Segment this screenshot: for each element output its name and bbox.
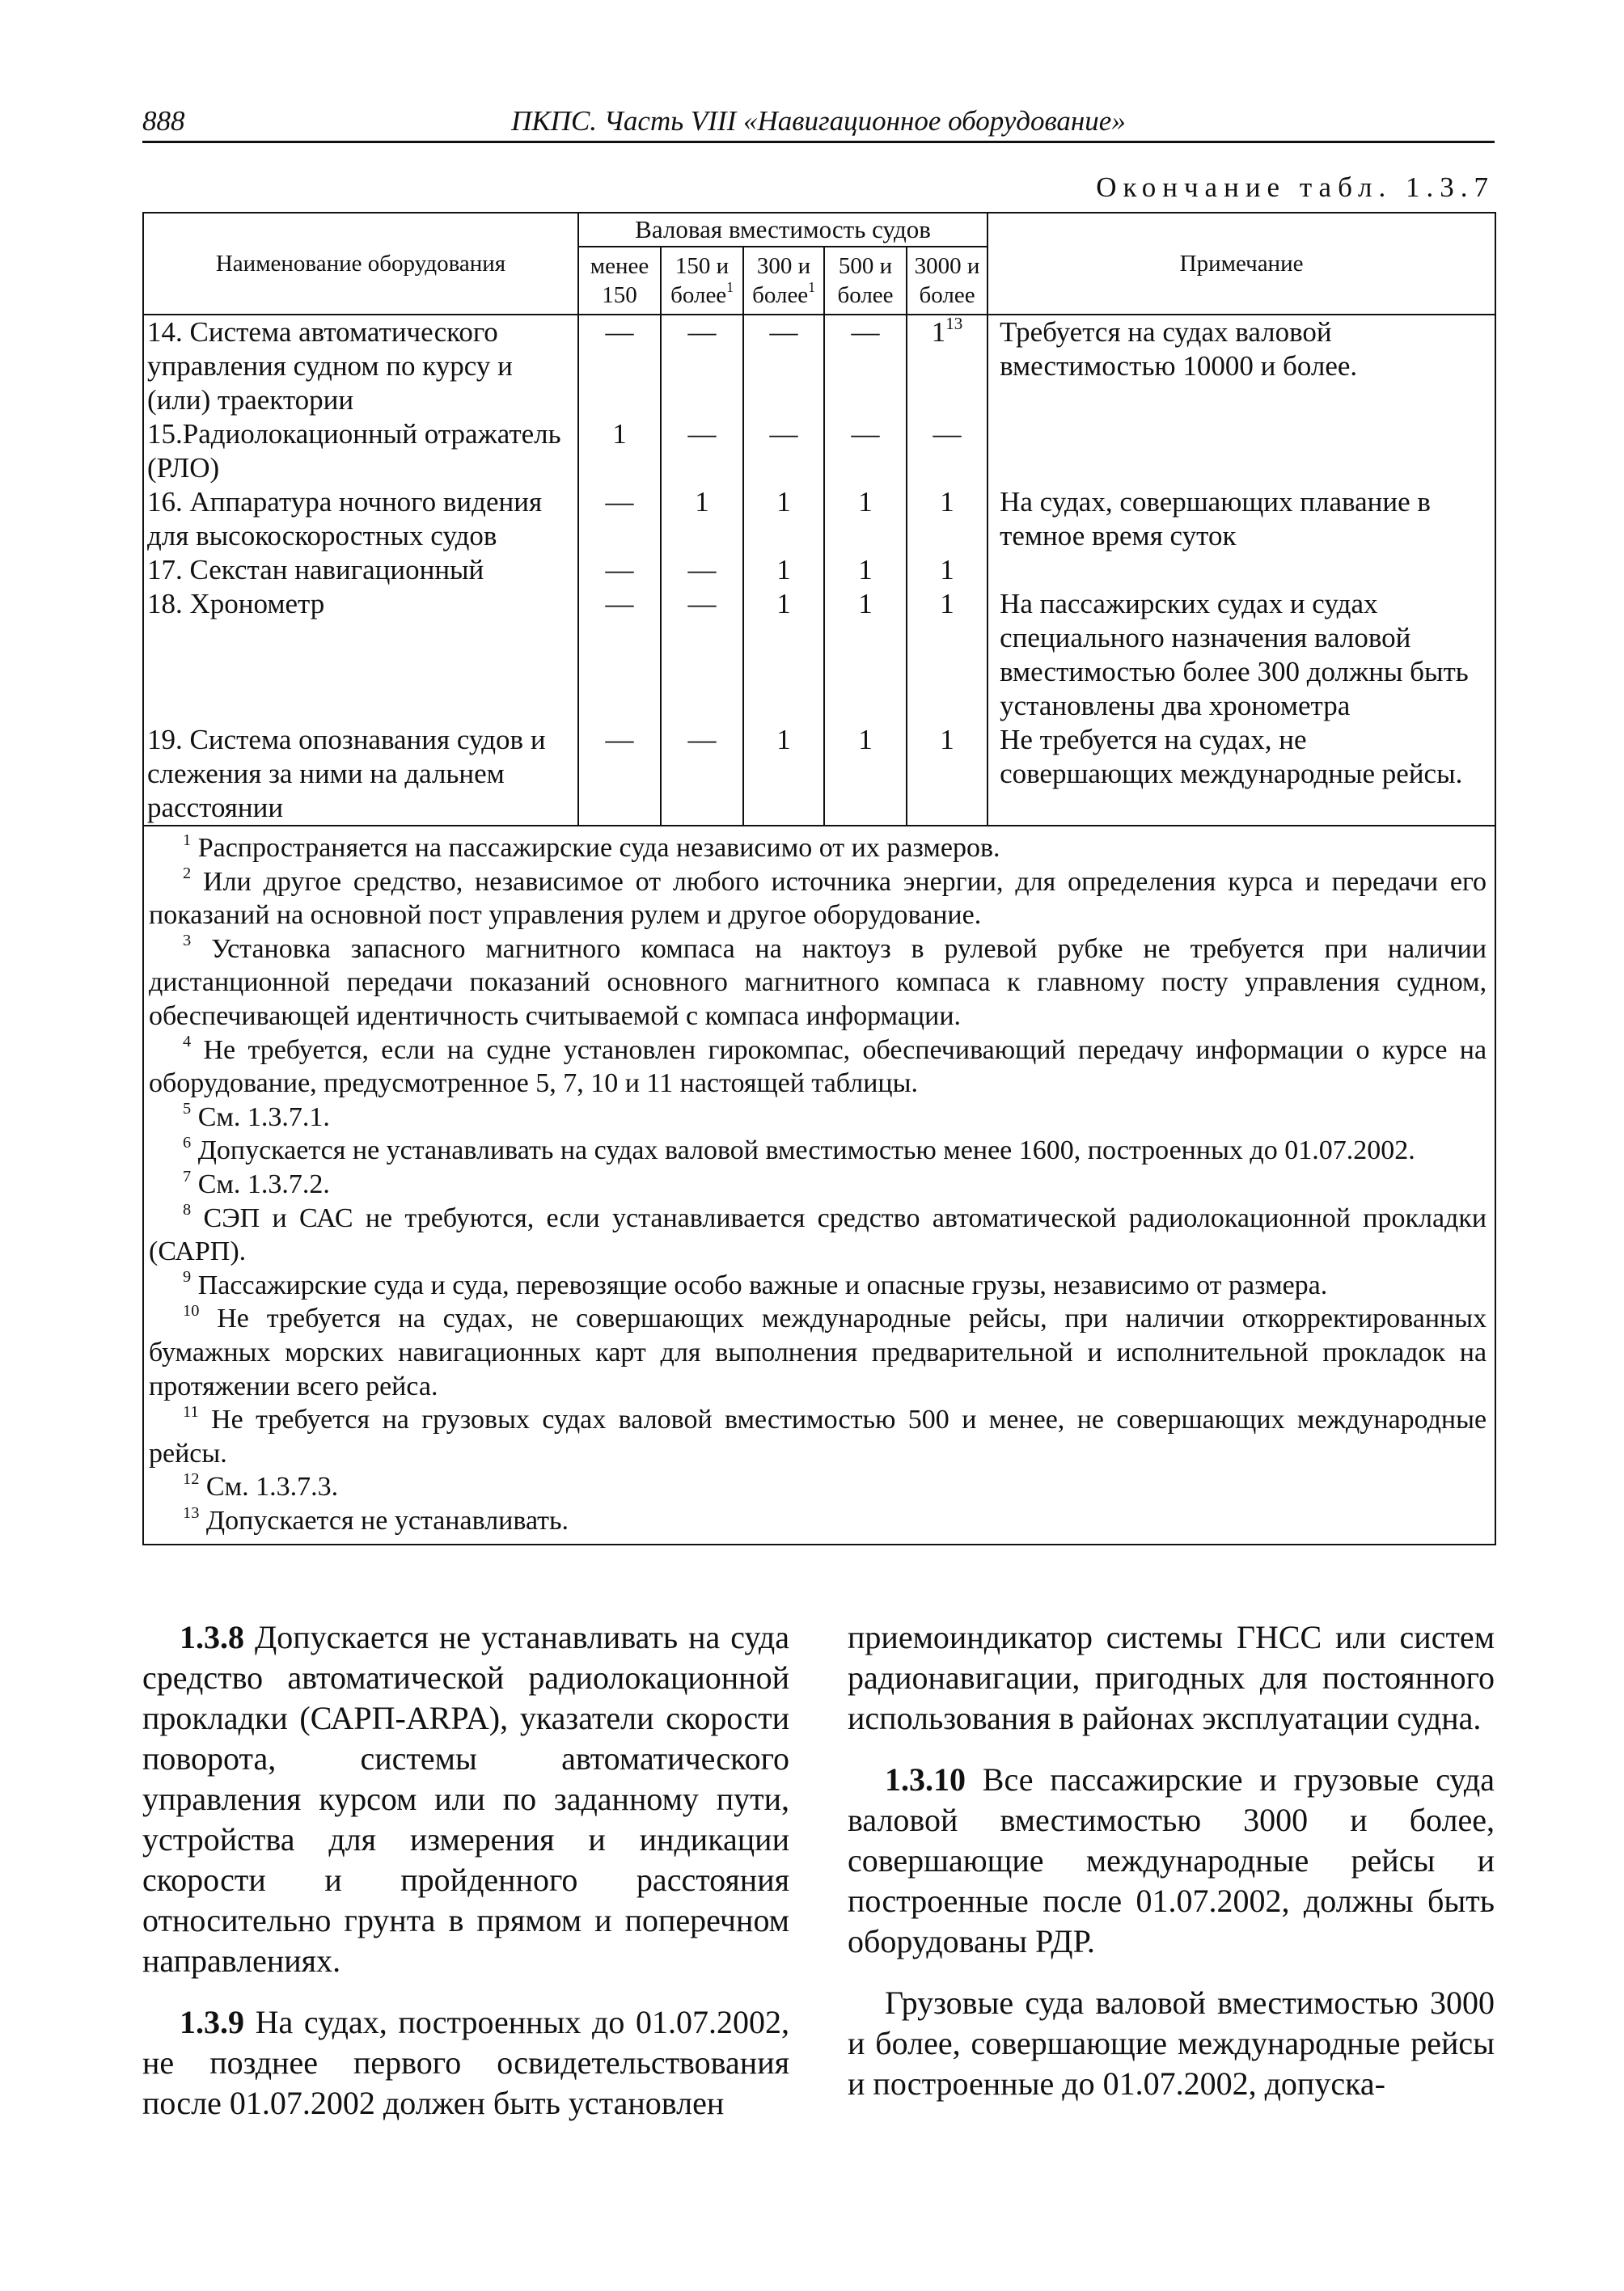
row-value: 1: [743, 485, 824, 553]
row-value: 1: [824, 553, 907, 587]
running-title: ПКПС. Часть VIII «Навигационное оборудование»: [511, 105, 1126, 137]
row-note: Не требуется на судах, не совершающих международные рейсы.: [988, 723, 1495, 826]
row-value: —: [661, 417, 743, 485]
row-note: На пассажирских судах и судах специального назначения валовой вместимостью более 300 должны быть установлены два хронометра: [988, 587, 1495, 723]
table-row: [143, 723, 1495, 826]
table-footnotes: [143, 826, 1495, 1545]
row-name: 15.Радиолокационный отражатель (РЛО): [143, 417, 578, 485]
footnote: $^5$ См. 1.3.7.1.: [183, 1100, 330, 1132]
table-row: [143, 553, 1495, 587]
column-header-note: Примечание: [988, 213, 1495, 315]
row-value: $1^{13}$: [907, 315, 988, 417]
body-column-left: [142, 1617, 789, 2145]
paragraph-1-3-9-continued: приемоиндикатор системы ГНСС или систем радионавигации, пригодных для постоянного использования в районах эксплуатации судна.: [848, 1619, 1495, 1736]
row-value: 1: [907, 723, 988, 826]
grt-col-header: 500 и более: [824, 247, 907, 315]
footnote: $^2$ Или другое средство, независимое от любого источника энергии, для определения курса и передачи его показаний на основной пост управления рулем и другое оборудование.: [149, 864, 1487, 931]
row-value: 1: [743, 723, 824, 826]
row-value: 1: [824, 587, 907, 723]
footnote: $^3$ Установка запасного магнитного компаса на нактоуз в рулевой рубке не требуется при наличии дистанционной передачи показаний основного магнитного компаса к главному посту управления судном, обеспечивающей идентичность считываемой с компаса информации.: [149, 932, 1487, 1031]
grt-col-header: менее 150: [578, 247, 661, 315]
table-row: [143, 315, 1495, 417]
body-column-right: [848, 1617, 1495, 2125]
footnote: $^4$ Не требуется, если на судне установлен гирокомпас, обеспечивающий передачу информации о курсе на оборудование, предусмотренное 5, 7, 10 и 11 настоящей таблицы.: [149, 1033, 1487, 1099]
footnote: $^7$ См. 1.3.7.2.: [183, 1167, 330, 1199]
paragraph-1-3-8: 1.3.8 Допускается не устанавливать на суда средство автоматической радиолокационной прокладки (САРП-ARPA), указатели скорости поворота, системы автоматического управления курсом или по заданному пути, устройства для измерения и индикации скорости и пройденного расстояния относительно грунта в прямом и поперечном направлениях.: [142, 1619, 790, 1979]
footnote: $^{13}$ Допускается не устанавливать.: [183, 1503, 569, 1536]
row-value: 1: [824, 723, 907, 826]
row-value: —: [661, 553, 743, 587]
row-value: —: [743, 417, 824, 485]
paragraph-1-3-10: 1.3.10 Все пассажирские и грузовые суда валовой вместимостью 3000 и более, совершающие международные рейсы и построенные после 01.07.2002, должны быть оборудованы РДР.: [848, 1761, 1495, 1959]
footnote: $^{11}$ Не требуется на грузовых судах валовой вместимостью 500 и менее, не совершающих международные рейсы.: [149, 1402, 1487, 1469]
row-note: На судах, совершающих плавание в темное время суток: [988, 485, 1495, 553]
table-caption: Окончание табл. 1.3.7: [1096, 171, 1495, 203]
paragraph-cargo-ships: Грузовые суда валовой вместимостью 3000 и более, совершающие международные рейсы и построенные до 01.07.2002, допуска-: [848, 1985, 1495, 2102]
row-value: 1: [661, 485, 743, 553]
row-value: —: [824, 417, 907, 485]
row-note: [988, 417, 1495, 485]
row-value: 1: [907, 553, 988, 587]
paragraph-1-3-9: 1.3.9 На судах, построенных до 01.07.2002, не позднее первого освидетельствования после 01.07.2002 должен быть установлен: [142, 2004, 790, 2121]
page-number: 888: [142, 105, 185, 137]
grt-col-header: 3000 и более: [907, 247, 988, 315]
table-row: [143, 587, 1495, 723]
row-name: 19. Система опознавания судов и слежения за ними на дальнем расстоянии: [143, 723, 578, 826]
row-value: —: [578, 587, 661, 723]
row-value: —: [578, 485, 661, 553]
row-value: 1: [907, 485, 988, 553]
row-note: [988, 553, 1495, 587]
row-value: 1: [907, 587, 988, 723]
table-row: [143, 417, 1495, 485]
row-note: Требуется на судах валовой вместимостью 10000 и более.: [988, 315, 1495, 417]
row-name: 16. Аппаратура ночного видения для высокоскоростных судов: [143, 485, 578, 553]
row-value: 1: [578, 417, 661, 485]
running-head: [142, 100, 1495, 143]
row-value: —: [578, 315, 661, 417]
equipment-table: [142, 212, 1496, 1545]
row-value: —: [824, 315, 907, 417]
row-name: 14. Система автоматического управления судном по курсу и (или) траектории: [143, 315, 578, 417]
footnote: $^9$ Пассажирские суда и суда, перевозящие особо важные и опасные грузы, независимо от размера.: [183, 1268, 1328, 1300]
column-header-gross-tonnage: Валовая вместимость судов: [578, 213, 988, 247]
row-name: 18. Хронометр: [143, 587, 578, 723]
row-value: —: [578, 723, 661, 826]
footnotes-row: [143, 826, 1495, 1545]
row-value: 1: [743, 587, 824, 723]
row-name: 17. Секстан навигационный: [143, 553, 578, 587]
grt-col-header: 150 и более$^1$: [661, 247, 743, 315]
row-value: —: [661, 587, 743, 723]
footnote: $^8$ СЭП и САС не требуются, если устанавливается средство автоматической радиолокационной прокладки (САРП).: [149, 1201, 1487, 1267]
table-row: [143, 485, 1495, 553]
footnote: $^{10}$ Не требуется на судах, не совершающих международные рейсы, при наличии откорректированных бумажных морских навигационных карт для выполнения предварительной и исполнительной прокладок на протяжении всего рейса.: [149, 1301, 1487, 1401]
row-value: —: [907, 417, 988, 485]
row-value: 1: [824, 485, 907, 553]
row-value: —: [661, 723, 743, 826]
footnote: $^{12}$ См. 1.3.7.3.: [183, 1469, 339, 1503]
footnote: $^1$ Распространяется на пассажирские суда независимо от их размеров.: [183, 831, 1000, 863]
row-value: —: [661, 315, 743, 417]
row-value: 1: [743, 553, 824, 587]
column-header-name: Наименование оборудования: [143, 213, 578, 315]
row-value: —: [743, 315, 824, 417]
row-value: —: [578, 553, 661, 587]
grt-col-header: 300 и более$^1$: [743, 247, 824, 315]
footnote: $^6$ Допускается не устанавливать на судах валовой вместимостью менее 1600, построенных до 01.07.2002.: [183, 1134, 1415, 1166]
